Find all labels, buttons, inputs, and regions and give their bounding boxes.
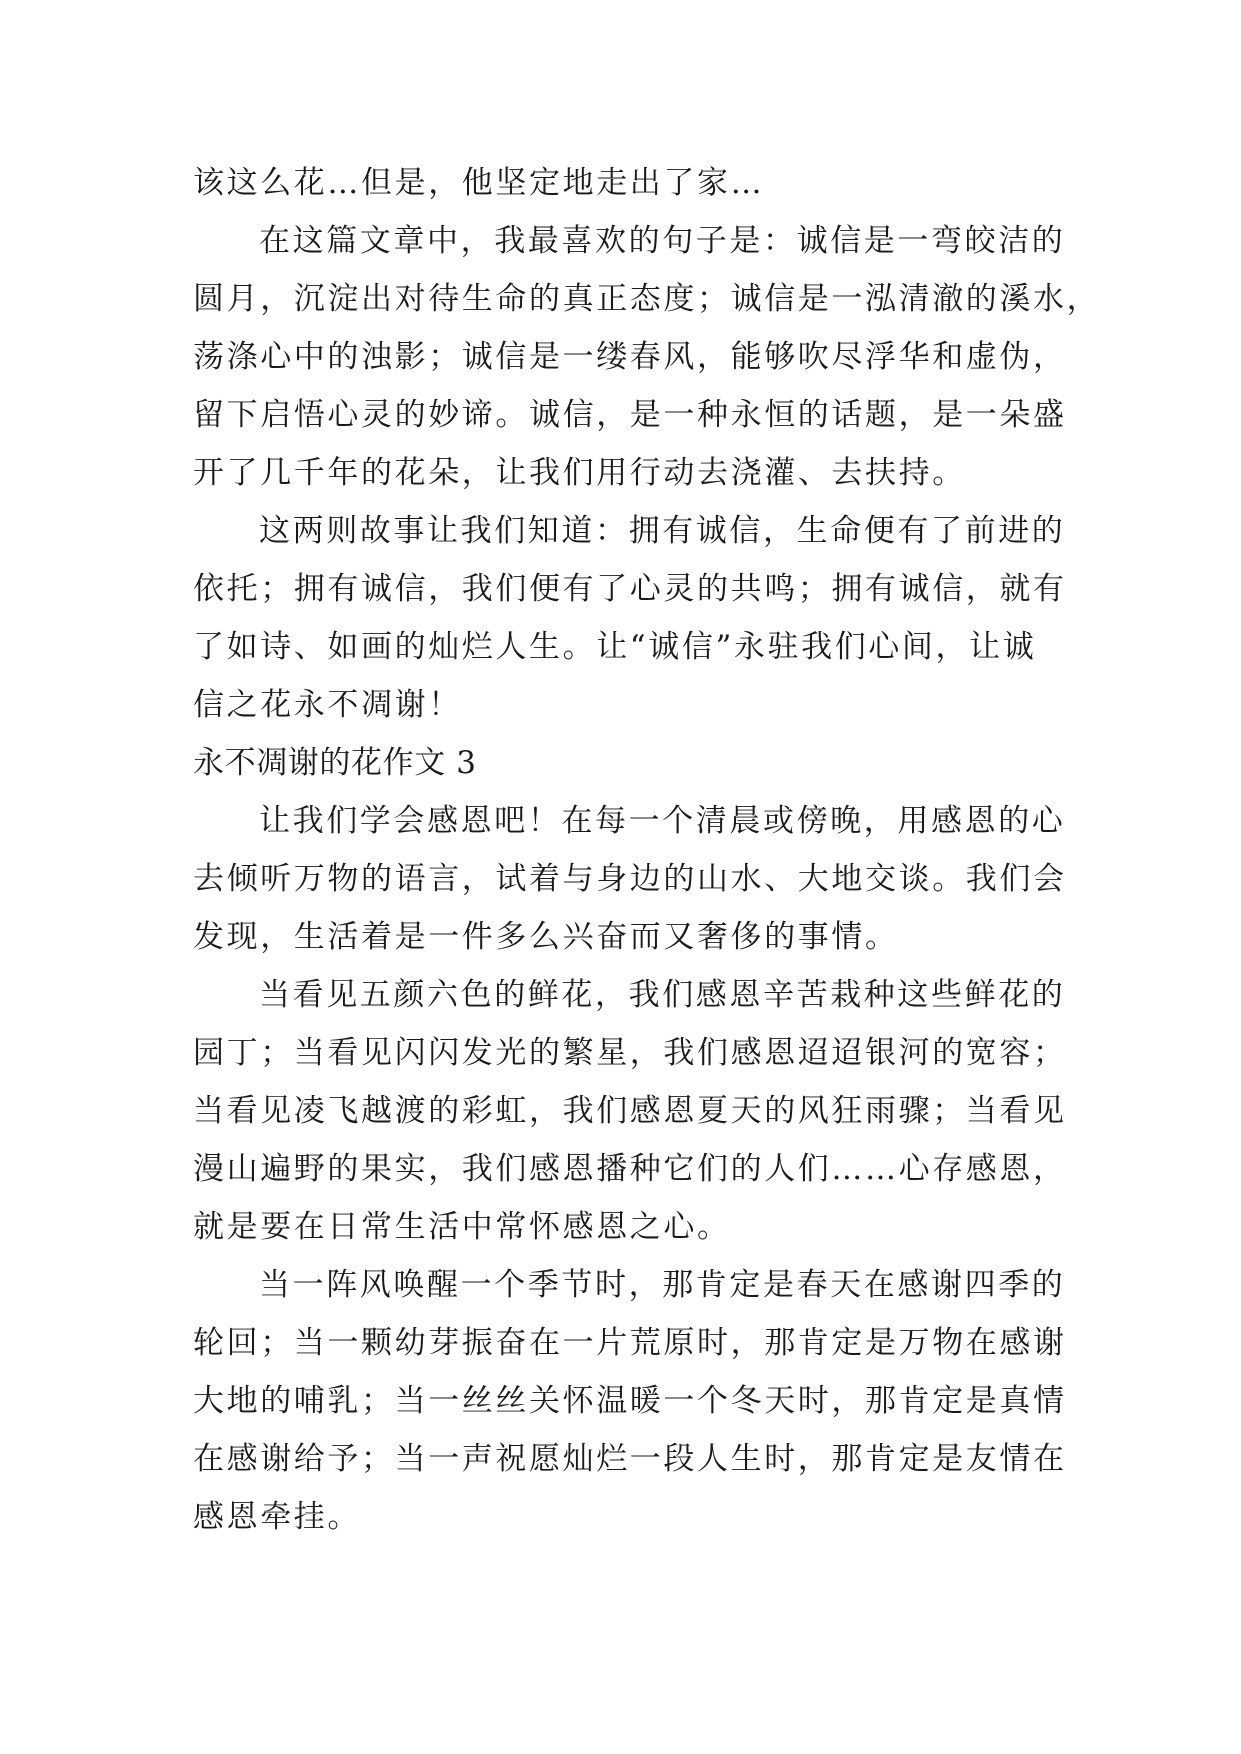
text-line: 留下启悟心灵的妙谛。诚信，是一种永恒的话题，是一朵盛 <box>193 397 1067 433</box>
text-line: 该这么花…但是，他坚定地走出了家… <box>193 165 765 201</box>
text-line: 让我们学会感恩吧！在每一个清晨或傍晚，用感恩的心 <box>259 803 1066 839</box>
text-line: 信之花永不凋谢！ <box>193 687 462 723</box>
section-heading: 永不凋谢的花作文 3 <box>193 745 477 781</box>
text-line: 了如诗、如画的灿烂人生。让“诚信”永驻我们心间，让诚 <box>193 629 1037 665</box>
text-line: 当看见凌飞越渡的彩虹，我们感恩夏天的风狂雨骤；当看见 <box>193 1093 1067 1129</box>
text-line: 大地的哺乳；当一丝丝关怀温暖一个冬天时，那肯定是真情 <box>193 1383 1067 1419</box>
text-line: 当看见五颜六色的鲜花，我们感恩辛苦栽种这些鲜花的 <box>259 977 1066 1013</box>
text-line: 当一阵风唤醒一个季节时，那肯定是春天在感谢四季的 <box>259 1267 1066 1303</box>
text-line: 依托；拥有诚信，我们便有了心灵的共鸣；拥有诚信，就有 <box>193 571 1067 607</box>
text-line: 在这篇文章中，我最喜欢的句子是：诚信是一弯皎洁的 <box>259 223 1066 259</box>
document-body <box>193 154 1101 1546</box>
text-line: 圆月，沉淀出对待生命的真正态度；诚信是一泓清澈的溪水， <box>193 281 1101 317</box>
text-line: 发现，生活着是一件多么兴奋而又奢侈的事情。 <box>193 919 899 955</box>
text-line: 荡涤心中的浊影；诚信是一缕春风，能够吹尽浮华和虚伪， <box>193 339 1067 375</box>
text-line: 这两则故事让我们知道：拥有诚信，生命便有了前进的 <box>259 513 1066 549</box>
text-line: 在感谢给予；当一声祝愿灿烂一段人生时，那肯定是友情在 <box>193 1441 1067 1477</box>
text-line: 去倾听万物的语言，试着与身边的山水、大地交谈。我们会 <box>193 861 1067 897</box>
text-line: 轮回；当一颗幼芽振奋在一片荒原时，那肯定是万物在感谢 <box>193 1325 1067 1361</box>
text-line: 园丁；当看见闪闪发光的繁星，我们感恩迢迢银河的宽容； <box>193 1035 1067 1071</box>
text-line: 就是要在日常生活中常怀感恩之心。 <box>193 1209 731 1245</box>
text-line: 漫山遍野的果实，我们感恩播种它们的人们……心存感恩， <box>193 1151 1067 1187</box>
text-line: 开了几千年的花朵，让我们用行动去浇灌、去扶持。 <box>193 455 966 491</box>
text-line: 感恩牵挂。 <box>193 1499 361 1535</box>
